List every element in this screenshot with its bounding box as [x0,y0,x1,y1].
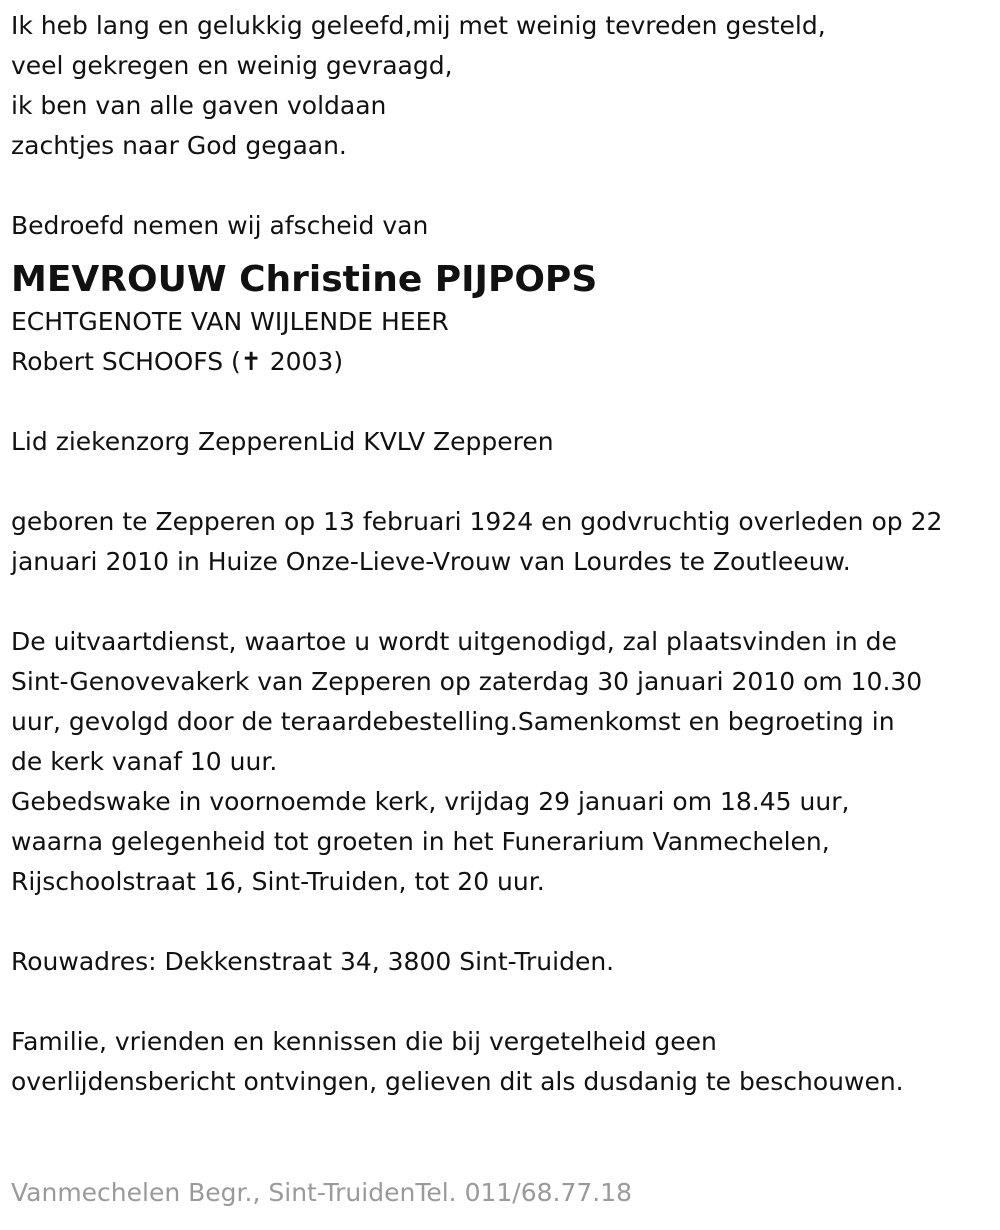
spacer [11,902,996,942]
membership-text: Lid ziekenzorg ZepperenLid KVLV Zepperen [11,427,554,456]
obituary-document [11,6,996,1102]
spacer [11,582,996,622]
service-paragraph [11,622,996,902]
service-line-1: De uitvaartdienst, waartoe u wordt uitgenodigd, zal plaatsvinden in de [11,627,897,656]
spacer [11,382,996,422]
spacer [11,166,996,206]
poem-line-3: ik ben van alle gaven voldaan [11,91,387,120]
service-line-4: de kerk vanaf 10 uur. [11,747,278,776]
birth-death-paragraph [11,502,996,582]
poem-line-4: zachtjes naar God gegaan. [11,131,347,160]
deceased-name: MEVROUW Christine PIJPOPS [11,259,598,300]
funeral-home-footer: Vanmechelen Begr., Sint-TruidenTel. 011/68.77.18 [11,1178,633,1207]
notice-line-1: Familie, vrienden en kennissen die bij vergetelheid geen [11,1027,717,1056]
deceased-relation: ECHTGENOTE VAN WIJLENDE HEER [11,307,449,336]
service-line-5: Gebedswake in voornoemde kerk, vrijdag 29 januari om 18.45 uur, [11,787,850,816]
poem-line-1: Ik heb lang en gelukkig geleefd,mij met weinig tevreden gesteld, [11,11,826,40]
service-line-6: waarna gelegenheid tot groeten in het Funerarium Vanmechelen, [11,827,830,856]
notice-paragraph [11,1022,996,1102]
poem-line-2: veel gekregen en weinig gevraagd, [11,51,453,80]
birth-death-line-1: geboren te Zepperen op 13 februari 1924 en godvruchtig overleden op 22 [11,507,943,536]
service-line-3: uur, gevolgd door de teraardebestelling.Samenkomst en begroeting in [11,707,895,736]
service-line-2: Sint-Genovevakerk van Zepperen op zaterdag 30 januari 2010 om 10.30 [11,667,923,696]
notice-line-2: overlijdensbericht ontvingen, gelieven dit als dusdanig te beschouwen. [11,1067,904,1096]
spacer [11,982,996,1022]
spacer [11,462,996,502]
deceased-spouse: Robert SCHOOFS (✝ 2003) [11,347,344,376]
intro-text: Bedroefd nemen wij afscheid van [11,211,429,240]
mourning-address: Rouwadres: Dekkenstraat 34, 3800 Sint-Truiden. [11,947,615,976]
poem [11,6,996,166]
birth-death-line-2: januari 2010 in Huize Onze-Lieve-Vrouw van Lourdes te Zoutleeuw. [11,547,851,576]
service-line-7: Rijschoolstraat 16, Sint-Truiden, tot 20 uur. [11,867,545,896]
